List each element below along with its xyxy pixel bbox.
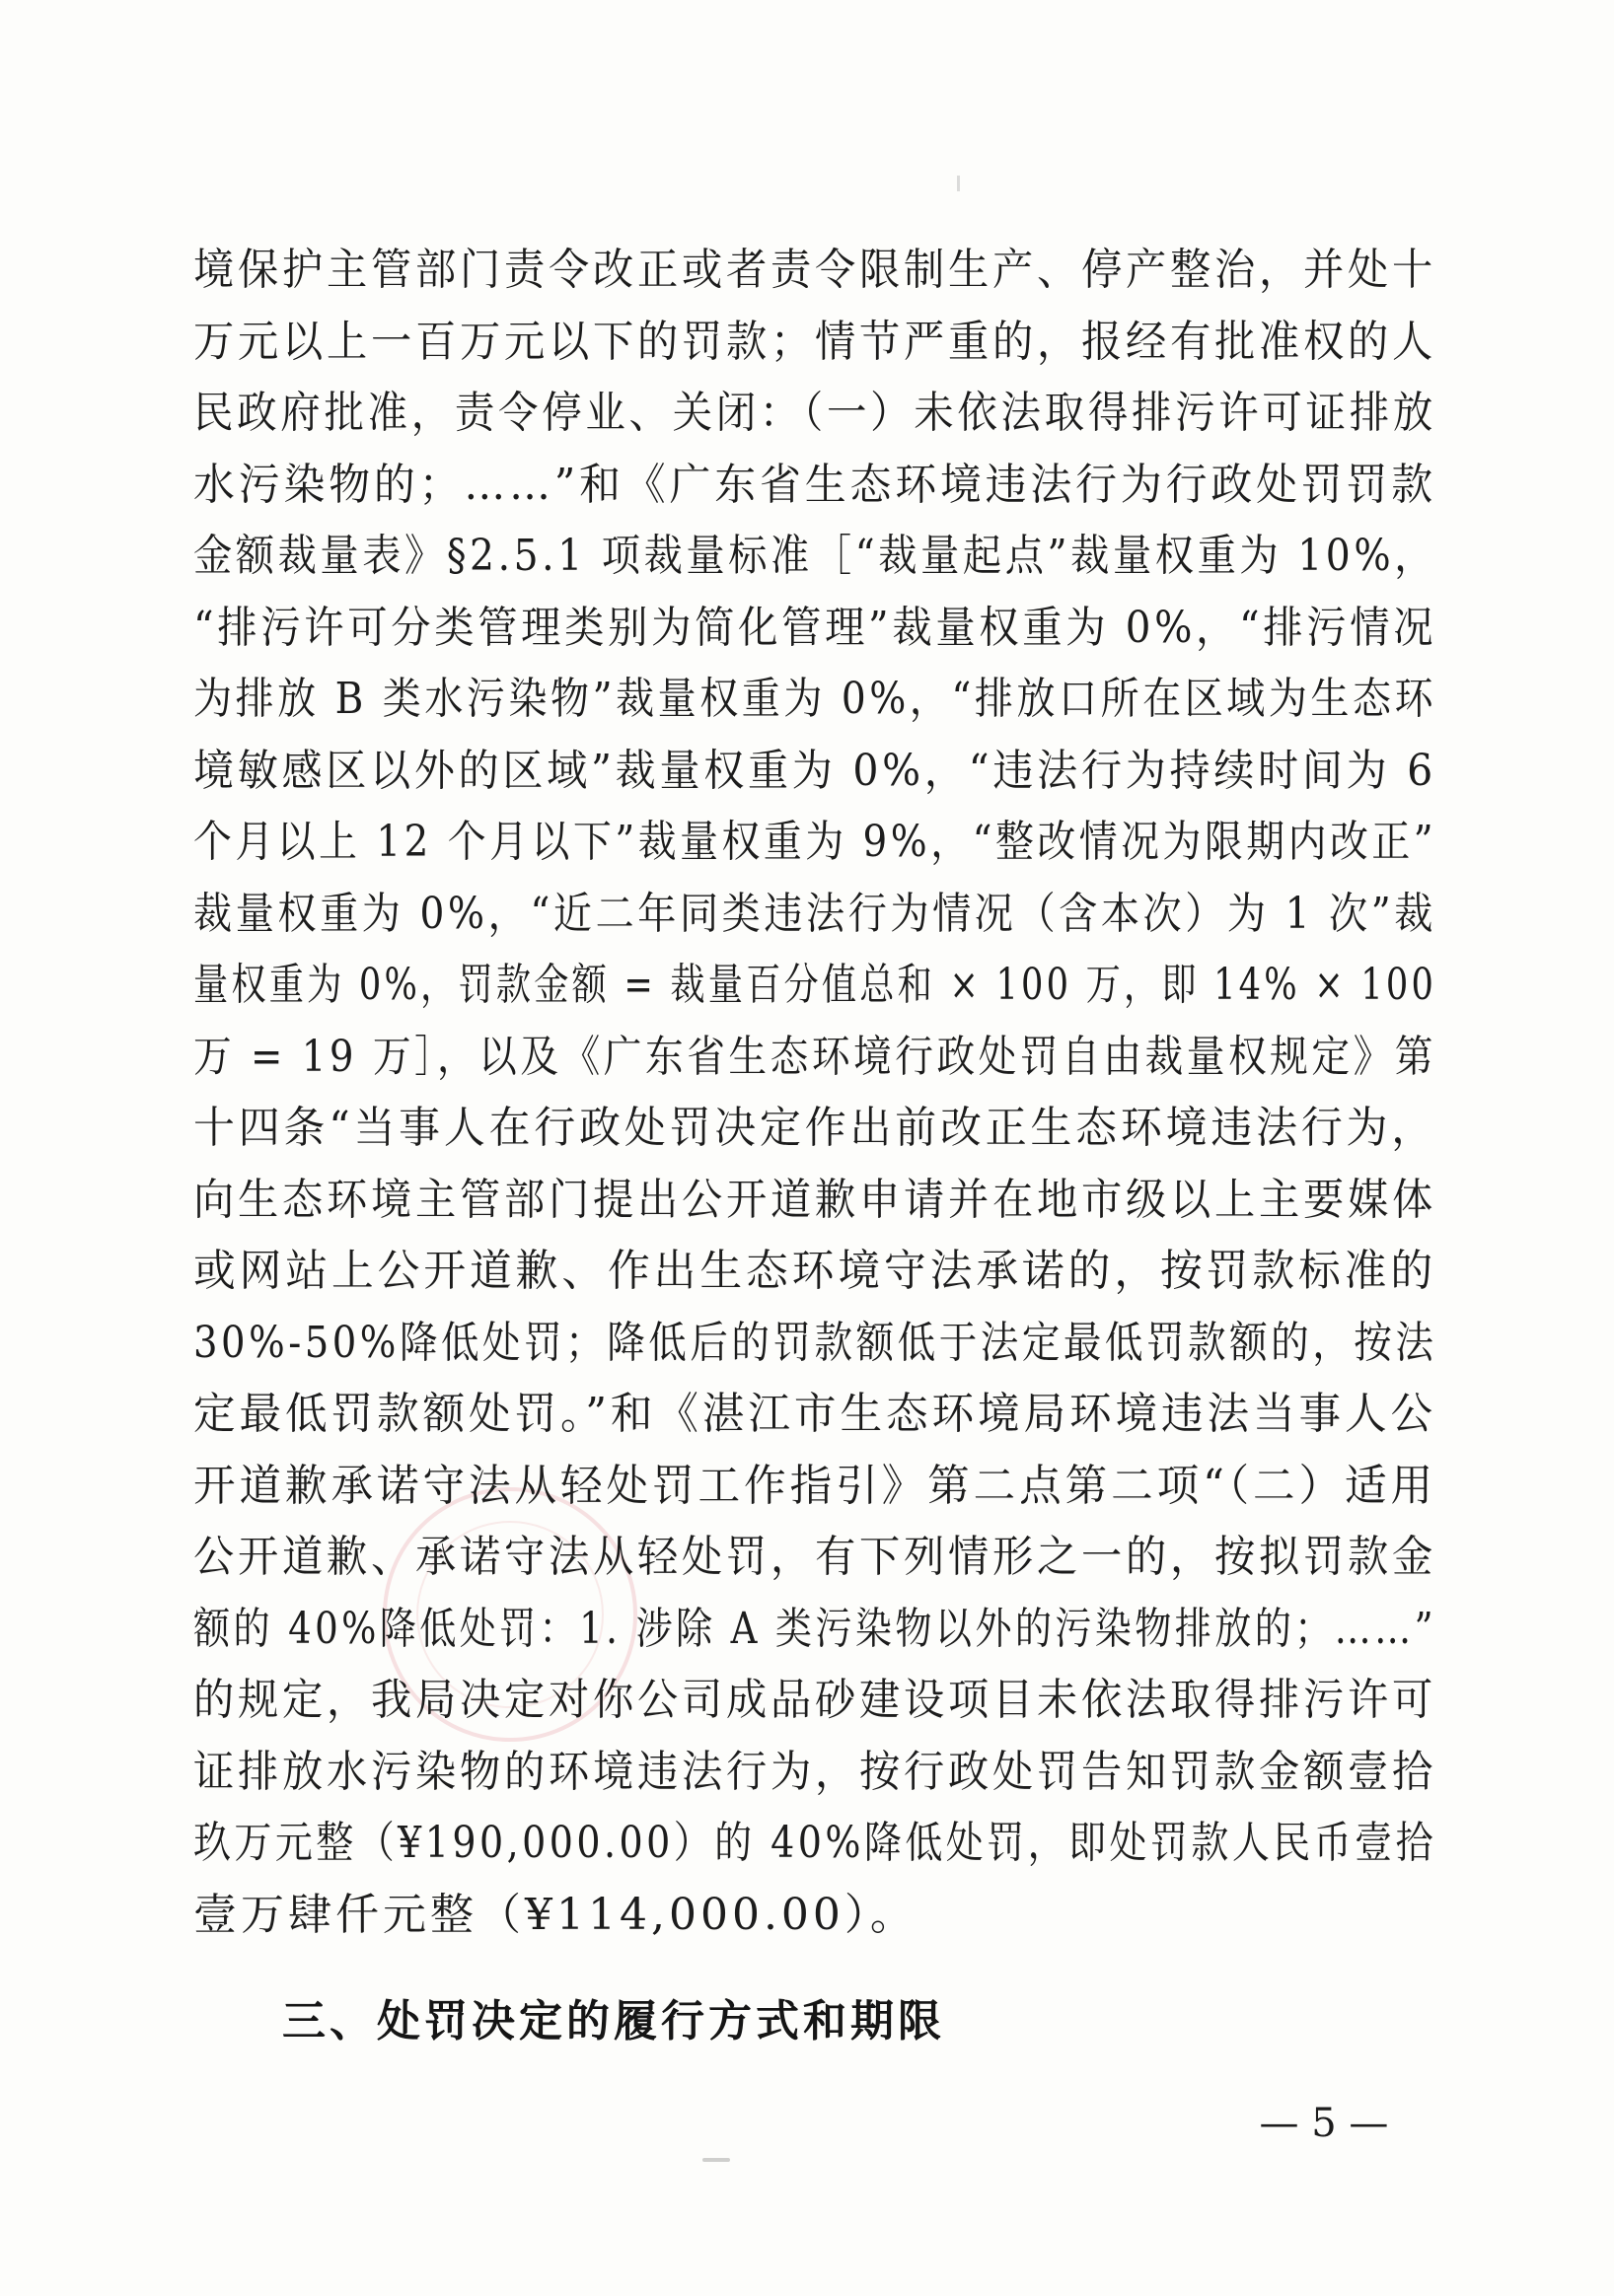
scan-mark — [957, 176, 960, 191]
text-line: 万 = 19 万］，以及《广东省生态环境行政处罚自由裁量权规定》第 — [193, 1031, 1436, 1082]
text-line: “排污许可分类管理类别为简化管理”裁量权重为 0%，“排污情况 — [193, 602, 1437, 653]
text-line: 额的 40%降低处罚：1. 涉除 A 类污染物以外的污染物排放的；……” — [193, 1603, 1436, 1654]
page-number: — 5 — — [1259, 2101, 1389, 2146]
text-line: 的规定，我局决定对你公司成品砂建设项目未依法取得排污许可 — [193, 1675, 1436, 1725]
text-line: 民政府批准，责令停业、关闭：（一）未依法取得排污许可证排放 — [193, 388, 1436, 438]
text-line: 玖万元整（¥190,000.00）的 40%降低处罚，即处罚款人民币壹拾 — [193, 1818, 1436, 1868]
text-line: 为排放 B 类水污染物”裁量权重为 0%，“排放口所在区域为生态环 — [193, 674, 1437, 724]
text-line: 水污染物的；……”和《广东省生态环境违法行为行政处罚罚款 — [193, 459, 1436, 510]
text-line: 个月以上 12 个月以下”裁量权重为 9%，“整改情况为限期内改正” — [193, 817, 1437, 867]
text-line: 公开道歉、承诺守法从轻处罚，有下列情形之一的，按拟罚款金 — [193, 1532, 1436, 1582]
text-line: 或网站上公开道歉、作出生态环境守法承诺的，按罚款标准的 — [193, 1246, 1436, 1296]
text-line: 证排放水污染物的环境违法行为，按行政处罚告知罚款金额壹拾 — [193, 1746, 1436, 1797]
text-line: 境敏感区以外的区域”裁量权重为 0%，“违法行为持续时间为 6 — [193, 745, 1436, 796]
text-line: 向生态环境主管部门提出公开道歉申请并在地市级以上主要媒体 — [193, 1174, 1436, 1225]
section-heading: 三、处罚决定的履行方式和期限 — [282, 1996, 945, 2046]
text-line: 开道歉承诺守法从轻处罚工作指引》第二点第二项“（二）适用 — [193, 1460, 1436, 1511]
text-line: 壹万肆仟元整（¥114,000.00）。 — [193, 1889, 917, 1940]
body-paragraph — [193, 235, 1436, 1951]
text-line: 万元以上一百万元以下的罚款；情节严重的，报经有批准权的人 — [193, 316, 1436, 367]
text-line: 定最低罚款额处罚。”和《湛江市生态环境局环境违法当事人公 — [193, 1389, 1436, 1439]
text-line: 金额裁量表》§2.5.1 项裁量标准［“裁量起点”裁量权重为 10%， — [193, 531, 1436, 581]
text-line: 十四条“当事人在行政处罚决定作出前改正生态环境违法行为， — [193, 1103, 1436, 1153]
text-line: 境保护主管部门责令改正或者责令限制生产、停产整治，并处十 — [193, 245, 1436, 295]
scan-mark — [702, 2158, 730, 2162]
text-line: 裁量权重为 0%，“近二年同类违法行为情况（含本次）为 1 次”裁 — [193, 888, 1436, 939]
text-line: 量权重为 0%，罚款金额 = 裁量百分值总和 × 100 万，即 14% × 100 — [193, 960, 1437, 1010]
text-line: 30%-50%降低处罚；降低后的罚款额低于法定最低罚款额的，按法 — [193, 1317, 1437, 1368]
